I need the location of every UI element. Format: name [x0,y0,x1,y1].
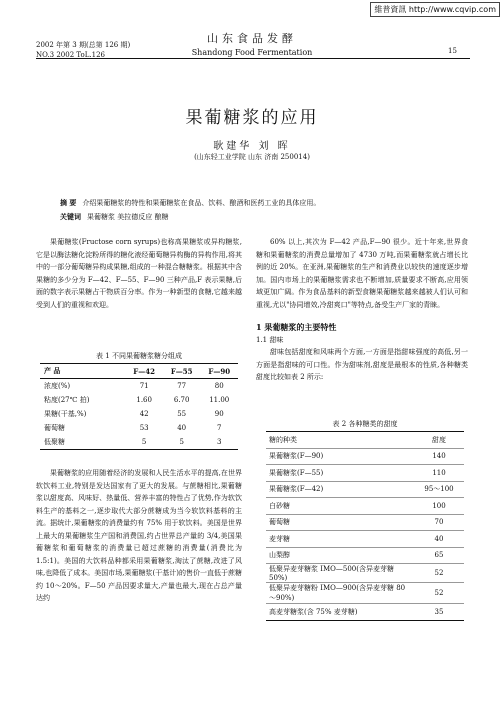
subsection-heading: 1.1 甜味 [256,335,284,344]
table-header: 糖的种类 [266,432,414,449]
table-cell: 71 [139,382,149,390]
table-cell: 40 [414,531,464,548]
table-cell: 粘度(27℃ 拍) [44,396,90,404]
table-row [266,583,464,604]
table-cell: 95～100 [414,481,464,498]
section-heading: 1 果葡糖浆的主要特性 [256,322,337,332]
table-cell: 山梨醇 [266,547,414,564]
table-cell: 白砂糖 [266,498,414,515]
affiliation: (山东轻工业学院 山东 济南 250014) [194,153,310,161]
abstract-label: 摘 要 [60,198,77,207]
table-cell: 53 [139,424,149,432]
table-cell: 葡萄糖 [266,514,414,531]
intro-paragraph: 果葡糖浆(Fructose corn syrups)也称高果糖浆或异构糖浆,它是以酶法糖化淀粉所得的糖化液经葡萄糖异构酶的异构作用,将其中的一部分葡萄糖异构成果糖,组成的一种混合糖糖浆。根据其中含果糖的多少分为 F—42、F—55、F—90 三种产品,F 表示果糖,后面的数字表示果糖占干物质百分率。作为一种新型的食糖,它越来越受到人们的重视和欢迎。 [36,238,242,309]
table-cell: 低聚异麦芽糖浆 IMO—500(含异麦芽糖 50%) [266,564,414,583]
table-cell: 浓度(%) [44,382,71,390]
table-cell: 55 [177,410,187,418]
header-divider [36,58,470,59]
watermark-stamp: 維普資訊 http://www.cqvip.com [370,2,500,17]
table-row [40,407,238,421]
body-paragraph: 60% 以上,其次为 F—42 产品,F—90 很少。近十年来,世界食糖和果葡糖浆的消费总量增加了 4730 万吨,而果葡糖浆就占增长比例的近 20%。在亚洲,果葡糖浆的生产和消费业以较快的速度逐步增加。国内市场上的果葡糖浆需求也不断增加,质量要求不断高,应用领域更加广阔。作为食品基料的新型食糖果葡糖浆越来越被人们认可和重视,尤以"协同增效,冷甜爽口"等特点,备受生产厂家的青睐。 [256,238,468,309]
table-header: 产 品 [44,366,61,375]
table-header: F—42 [133,366,156,376]
table-cell: 果葡糖浆(F—42) [266,481,414,498]
table-cell: 7 [216,424,222,432]
table-cell: 低聚异麦芽糖粉 IMO—900(含异麦芽糖 80～90%) [266,583,414,604]
keywords-label: 关键词 [60,212,81,221]
page-number: 15 [448,47,457,55]
table-cell: 高麦芽糖浆(含 75% 麦芽糖) [266,604,414,621]
table2-caption: 表 2 各种糖类的甜度 [332,420,398,428]
table-row [266,564,464,583]
table-header: F—55 [170,366,193,376]
table-row [266,514,464,531]
table-cell: 40 [177,424,187,432]
table-cell: 果葡糖浆(F—55) [266,465,414,482]
abstract-text: 介绍果葡糖浆的特性和果葡糖浆在食品、饮料、酿酒和医药工业的具体应用。 [82,199,321,207]
table-cell: 1.60 [136,396,152,404]
issue-line-2: NO.3 2002 ToL.126 [36,51,105,59]
table-cell: 5 [179,438,184,446]
table-header: 甜度 [414,432,464,449]
table-cell: 35 [414,604,464,621]
issue-line-1: 2002 年第 3 期(总第 126 期) [36,41,131,49]
left-intro [36,236,242,311]
table-cell: 3 [216,438,222,446]
authors: 耿建华 刘 晖 [213,141,291,152]
table-cell: 70 [414,514,464,531]
table-cell: 麦芽糖 [266,531,414,548]
table-header-row [40,364,238,379]
journal-name-cn: 山东食品发酵 [207,32,297,45]
table-cell: 100 [414,498,464,515]
abstract-block [60,196,460,224]
journal-name-en: Shandong Food Fermentation [191,48,313,57]
table-cell: 低聚糖 [44,438,65,446]
table-row [266,465,464,482]
journal-header [150,30,354,57]
table-row [266,481,464,498]
issue-info [36,40,130,60]
table-row [40,421,238,435]
table1-sugar-composition [40,363,238,450]
right-column [256,236,468,384]
article-title: 果葡糖浆的应用 [185,108,319,128]
table-cell: 52 [414,564,464,583]
table-row [266,547,464,564]
table-row [40,379,238,394]
table-header: F—90 [208,366,231,376]
keywords-line [60,210,460,224]
keywords-text: 果葡糖浆 美拉德反应 酿糖 [87,213,169,221]
table1-caption: 表 1 不同果葡糖浆糖分组成 [96,352,182,360]
table-cell: 77 [177,382,187,390]
table-cell: 80 [214,382,224,390]
table-cell: 果糖(干基,%) [44,410,87,418]
abstract-line [60,196,460,210]
table-row [40,393,238,407]
table-cell: 11.00 [209,396,230,404]
table-row [266,604,464,621]
table-cell: 140 [414,448,464,465]
table-row [266,448,464,465]
table-cell: 42 [139,410,149,418]
table-row [266,531,464,548]
table-cell: 65 [414,547,464,564]
table-cell: 90 [214,410,224,418]
table2-sweetness [266,431,464,621]
body-paragraph: 甜味包括甜度和风味两个方面,一方面是指甜味强度的高低,另一方面是指甜味的可口性。作为甜味剂,甜度是最根本的性质,各种糖类甜度比较如表 2 所示: [256,348,468,381]
table-row [266,498,464,515]
body-paragraph: 果葡糖浆的应用随着经济的发展和人民生活水平的提高,在世界软饮料工业,特别是发达国家有了更大的发展。与蔗糖相比,果葡糖浆以甜度高、风味好、热量低、营养丰富的特性占了优势,作为软饮料生产的基料之一,逐步取代大部分蔗糖成为当今软饮料基料的主流。据统计,果葡糖浆的消费量约有 75% 用于软饮料。美国是世界上最大的果葡糖浆生产国和消费国,约占世界总产量的 3/4,美国果葡糖浆和葡萄糖浆的消费量已超过蔗糖的消费量(消费比为 1.5:1)。美国的大饮料品种都采用果葡糖浆,淘汰了蔗糖,改进了风味,也降低了成本。美国市场,果葡糖浆(干基计)的售价一直低于蔗糖约 10～20%。F—50 产品因要求量大,产量也最大,现在占总产量达约 [36,469,242,602]
table-cell: 6.70 [173,396,190,404]
left-body [36,467,242,605]
table-cell: 52 [414,583,464,604]
table-cell: 果葡糖浆(F—90) [266,448,414,465]
table-cell: 葡萄糖 [44,424,65,432]
table-cell: 110 [414,465,464,482]
table-row [40,435,238,450]
table-header-row [266,432,464,449]
table-cell: 5 [141,438,147,446]
